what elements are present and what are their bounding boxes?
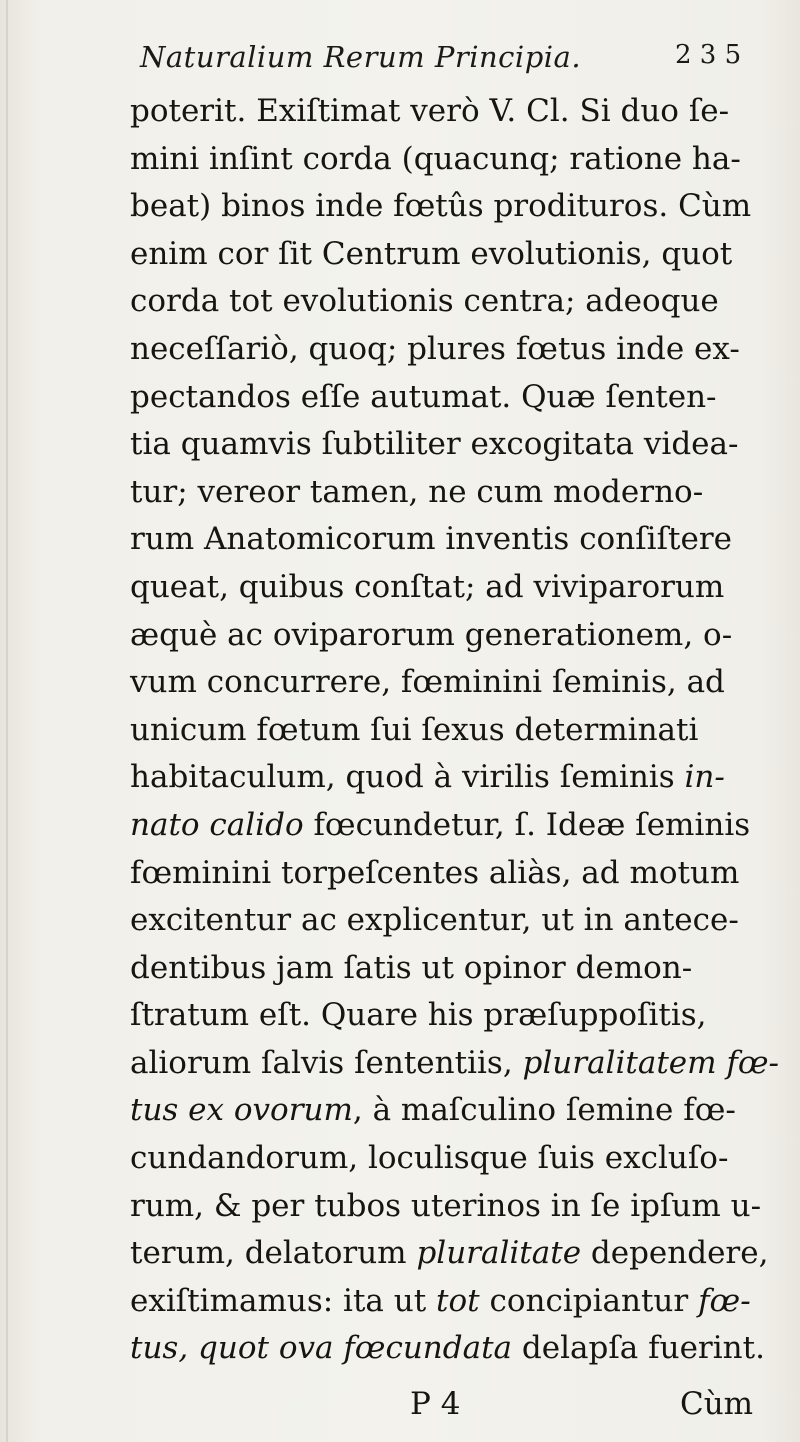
page-footer — [130, 1386, 790, 1436]
text-line — [130, 1040, 790, 1088]
text-line — [130, 278, 790, 326]
text-line — [130, 707, 790, 755]
catchword: Cùm — [680, 1386, 754, 1422]
text-line — [130, 136, 790, 184]
text-segment: , à maſculino ſemine fœ- — [352, 1092, 736, 1129]
text-line — [130, 421, 790, 469]
body-text — [130, 88, 790, 1373]
text-segment: rum Anatomicorum inventis conſiſtere — [130, 521, 733, 558]
text-segment: exiſtimamus: ita ut — [130, 1282, 437, 1319]
italic-text-segment: in- — [684, 759, 725, 796]
text-segment: beat) binos inde fœtûs prodituros. Cùm — [130, 188, 752, 225]
text-segment: concipiantur — [479, 1282, 699, 1319]
text-line — [130, 754, 790, 802]
text-segment: fœcundetur, ſ. Ideæ ſeminis — [303, 806, 751, 843]
text-line — [130, 992, 790, 1040]
text-line — [130, 183, 790, 231]
text-segment: fœminini torpeſcentes aliàs, ad motum — [130, 854, 740, 891]
italic-text-segment: tot — [436, 1282, 480, 1319]
text-segment: mini inſint corda (quacunq; ratione ha- — [130, 140, 741, 177]
text-segment: enim cor ſit Centrum evolutionis, quot — [130, 235, 733, 272]
page-header — [140, 40, 780, 90]
italic-text-segment: fœ- — [698, 1282, 751, 1319]
text-segment: cundandorum, loculisque ſuis excluſo- — [130, 1140, 729, 1177]
text-line — [130, 659, 790, 707]
text-line — [130, 945, 790, 993]
text-line — [130, 88, 790, 136]
page-number: 2 3 5 — [675, 40, 742, 70]
text-line — [130, 1135, 790, 1183]
text-line — [130, 1087, 790, 1135]
text-segment: ſtratum eſt. Quare his præſuppoſitis, — [130, 997, 707, 1034]
text-segment: neceſſariò, quoq; plures fœtus inde ex- — [130, 330, 740, 367]
text-segment: tur; vereor tamen, ne cum moderno- — [130, 473, 704, 510]
text-line — [130, 1278, 790, 1326]
text-segment: aliorum ſalvis ſententiis, — [130, 1044, 523, 1081]
text-line — [130, 1325, 790, 1373]
text-line — [130, 326, 790, 374]
text-segment: poterit. Exiſtimat verò V. Cl. Si duo ſe- — [130, 93, 730, 129]
text-line — [130, 231, 790, 279]
text-segment: vum concurrere, fœminini ſeminis, ad — [130, 664, 725, 701]
text-line — [130, 516, 790, 564]
text-segment: queat, quibus conſtat; ad viviparorum — [130, 568, 725, 605]
italic-text-segment: pluralitatem fœ- — [522, 1044, 779, 1081]
text-segment: tia quamvis ſubtiliter excogitata videa- — [130, 426, 739, 463]
text-line — [130, 850, 790, 898]
text-segment: terum, delatorum — [130, 1235, 417, 1272]
text-segment: unicum fœtum ſui ſexus determinati — [130, 711, 699, 748]
text-line — [130, 374, 790, 422]
running-title: Naturalium Rerum Principia. — [140, 40, 582, 74]
italic-text-segment: nato calido — [130, 806, 304, 843]
text-segment: corda tot evolutionis centra; adeoque — [130, 283, 719, 320]
text-segment: delapſa fuerint. — [512, 1330, 765, 1367]
text-segment: habitaculum, quod à virilis ſeminis — [130, 759, 685, 796]
text-segment: dentibus jam ſatis ut opinor demon- — [130, 949, 693, 986]
text-line — [130, 1183, 790, 1231]
page-gutter — [6, 0, 8, 1442]
text-line — [130, 1230, 790, 1278]
italic-text-segment: tus, quot ova fœcundata — [130, 1330, 513, 1367]
signature-mark: P 4 — [410, 1386, 461, 1422]
text-line — [130, 802, 790, 850]
text-segment: pectandos eſſe autumat. Quæ ſenten- — [130, 378, 717, 415]
text-segment: rum, & per tubos uterinos in ſe ipſum u- — [130, 1187, 762, 1224]
italic-text-segment: tus ex ovorum — [130, 1092, 353, 1129]
text-segment: æquè ac oviparorum generationem, o- — [130, 616, 733, 653]
text-line — [130, 612, 790, 660]
italic-text-segment: pluralitate — [416, 1235, 582, 1272]
text-segment: excitentur ac explicentur, ut in antece- — [130, 902, 739, 939]
text-line — [130, 469, 790, 517]
text-segment: dependere, — [581, 1235, 769, 1272]
text-line — [130, 564, 790, 612]
text-line — [130, 897, 790, 945]
